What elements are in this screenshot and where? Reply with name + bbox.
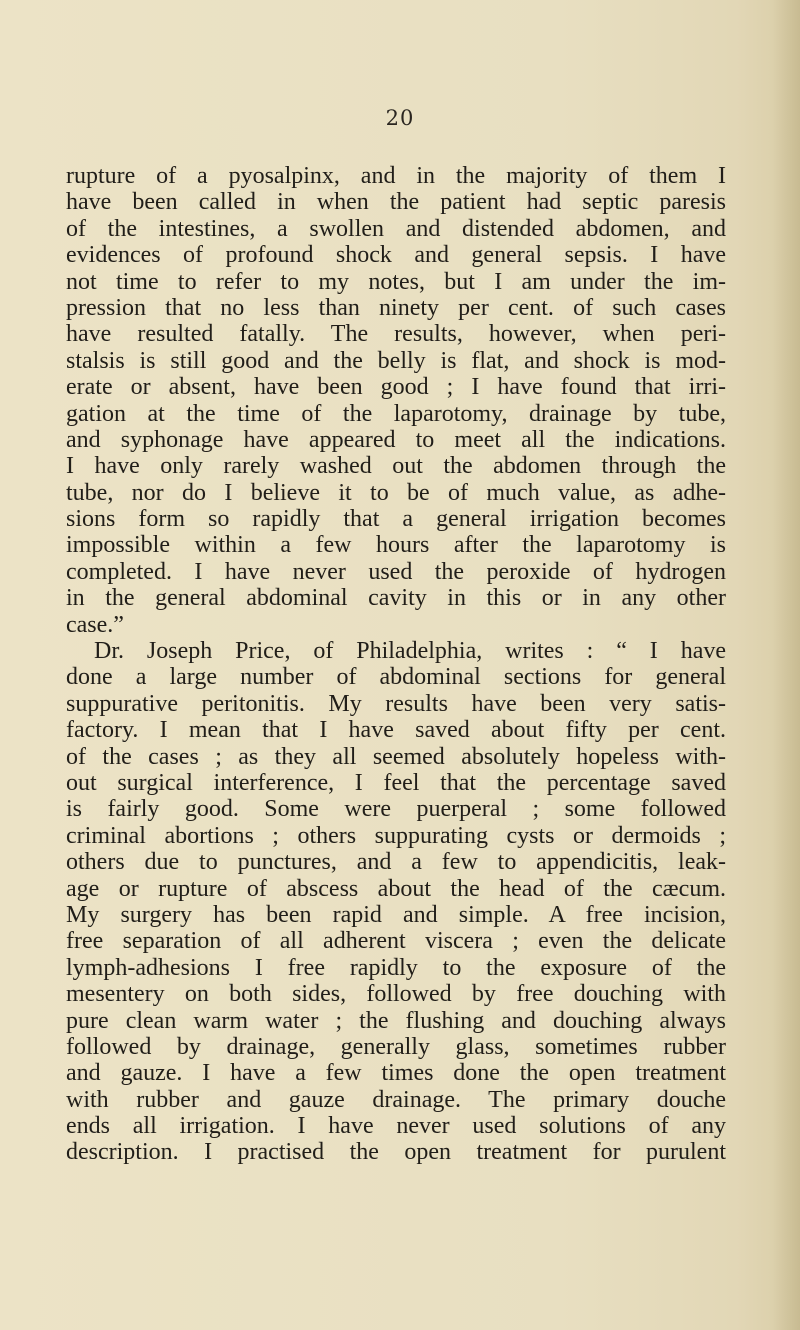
text-line: have resulted fatally. The results, however, when peri- [66,321,726,348]
text-line: impossible within a few hours after the laparotomy is [66,532,726,559]
text-line: I have only rarely washed out the abdomen through the [66,453,726,480]
text-line: of the intestines, a swollen and distended abdomen, and [66,215,726,242]
text-line: criminal abortions ; others suppurating cysts or dermoids ; [66,822,726,849]
page-number: 20 [385,106,415,130]
text-line: and gauze. I have a few times done the open treatment [66,1060,726,1087]
text-line: in the general abdominal cavity in this or in any other [66,585,726,612]
text-line: erate or absent, have been good ; I have found that irri- [66,374,726,401]
text-line: sions form so rapidly that a general irrigation becomes [66,506,726,533]
text-line: tube, nor do I believe it to be of much value, as adhe- [66,479,726,506]
text-line: description. I practised the open treatment for purulent [66,1139,726,1166]
text-line: stalsis is still good and the belly is flat, and shock is mod- [66,347,726,374]
body-text [66,163,726,1166]
text-line: of the cases ; as they all seemed absolutely hopeless with- [66,743,726,770]
text-line: done a large number of abdominal sections for general [66,664,726,691]
text-line: is fairly good. Some were puerperal ; some followed [66,796,726,823]
text-line: factory. I mean that I have saved about fifty per cent. [66,717,726,744]
text-line: out surgical interference, I feel that the percentage saved [66,769,726,796]
text-line: mesentery on both sides, followed by free douching with [66,981,726,1008]
text-line: followed by drainage, generally glass, sometimes rubber [66,1033,726,1060]
text-line: with rubber and gauze drainage. The primary douche [66,1086,726,1113]
text-line: ends all irrigation. I have never used solutions of any [66,1113,726,1140]
text-line: gation at the time of the laparotomy, drainage by tube, [66,400,726,427]
text-line: evidences of profound shock and general sepsis. I have [66,242,726,269]
text-line: age or rupture of abscess about the head of the cæcum. [66,875,726,902]
text-line: completed. I have never used the peroxide of hydrogen [66,558,726,585]
text-line: not time to refer to my notes, but I am under the im- [66,268,726,295]
text-line: rupture of a pyosalpinx, and in the majority of them I [66,163,726,189]
page-edge-shadow [772,0,800,1330]
text-line: suppurative peritonitis. My results have been very satis- [66,690,726,717]
text-line: have been called in when the patient had septic paresis [66,189,726,216]
text-line: pression that no less than ninety per cent. of such cases [66,294,726,321]
text-line: free separation of all adherent viscera ; even the delicate [66,928,726,955]
text-line: My surgery has been rapid and simple. A free incision, [66,901,726,928]
text-line: lymph-adhesions I free rapidly to the exposure of the [66,954,726,981]
text-line: pure clean warm water ; the flushing and douching always [66,1007,726,1034]
text-line: others due to punctures, and a few to appendicitis, leak- [66,849,726,876]
text-line: case.” [66,611,124,638]
text-line: and syphonage have appeared to meet all the indications. [66,426,726,453]
text-line: Dr. Joseph Price, of Philadelphia, writes : “ I have [94,638,726,665]
